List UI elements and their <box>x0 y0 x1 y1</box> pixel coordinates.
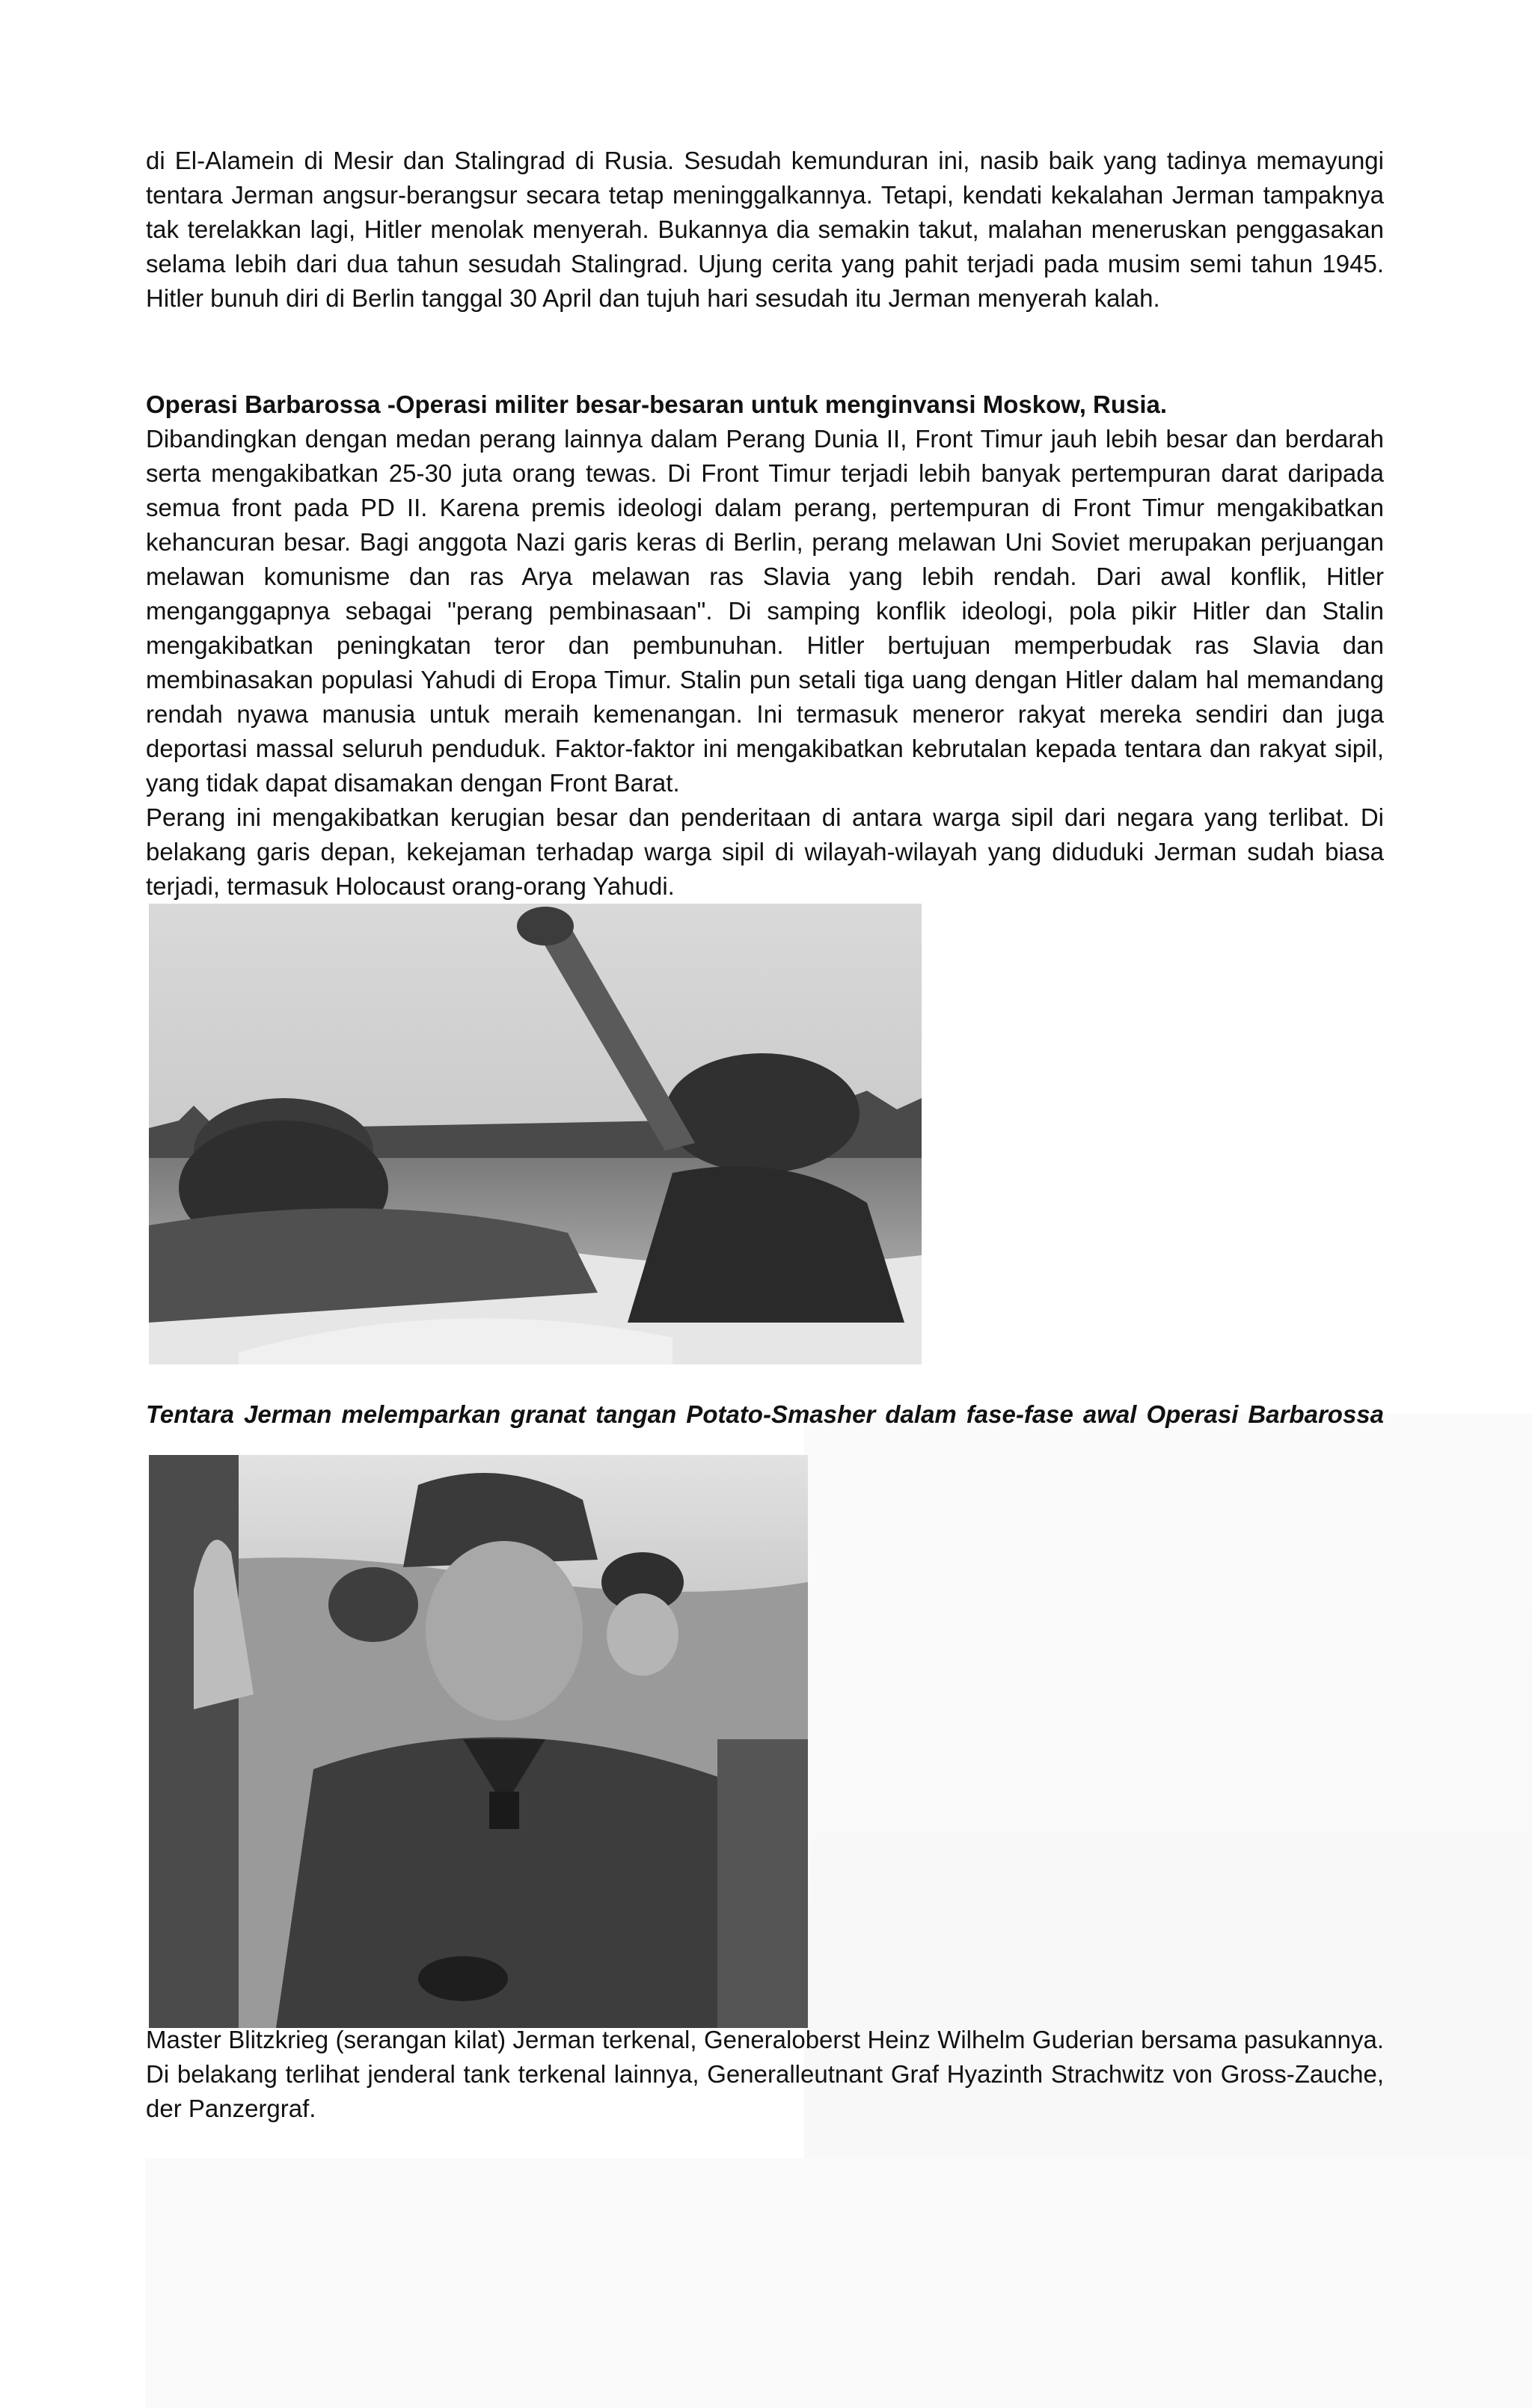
caption-photo2-block <box>146 2023 1384 2126</box>
photo-guderian <box>149 1455 808 2028</box>
caption-photo2: Master Blitzkrieg (serangan kilat) Jerman terkenal, Generaloberst Heinz Wilhelm Guderian bersama pasukannya. Di belakang terlihat jenderal tank terkenal lainnya, Generalleutnant Graf Hyazinth Strachwitz von Gross-Zauche, der Panzergraf. <box>146 2026 1384 2122</box>
photo-soldiers-grenade <box>149 904 922 1364</box>
photo-soldiers-grenade-image <box>149 904 922 1364</box>
paragraph-front: Dibandingkan dengan medan perang lainnya dalam Perang Dunia II, Front Timur jauh lebih besar dan berdarah serta mengakibatkan 25-30 juta orang tewas. Di Front Timur terjadi lebih banyak pertempuran darat daripada semua front pada PD II. Karena premis ideologi dalam perang, pertempuran di Front Timur mengakibatkan kehancuran besar. Bagi anggota Nazi garis keras di Berlin, perang melawan Uni Soviet merupakan perjuangan melawan komunisme dan ras Arya melawan ras Slavia yang lebih rendah. Dari awal konflik, Hitler menganggapnya sebagai "perang pembinasaan". Di samping konflik ideologi, pola pikir Hitler dan Stalin mengakibatkan peningkatan teror dan pembunuhan. Hitler bertujuan memperbudak ras Slavia dan membinasakan populasi Yahudi di Eropa Timur. Stalin pun setali tiga uang dengan Hitler dalam hal memandang rendah nyawa manusia untuk meraih kemenangan. Ini termasuk meneror rakyat mereka sendiri dan juga deportasi massal seluruh penduduk. Faktor-faktor ini mengakibatkan kebrutalan kepada tentara dan rakyat sipil, yang tidak dapat disamakan dengan Front Barat. <box>146 425 1384 797</box>
photo-guderian-image <box>149 1455 808 2028</box>
caption-photo1-block <box>146 1397 1384 1432</box>
section-block <box>146 387 1384 904</box>
page-shading-bottom <box>146 2158 1532 2408</box>
caption-photo1: Tentara Jerman melemparkan granat tangan Potato-Smasher dalam fase-fase awal Operasi Barbarossa <box>146 1400 1384 1428</box>
paragraph-intro: di El-Alamein di Mesir dan Stalingrad di Rusia. Sesudah kemunduran ini, nasib baik yang tadinya memayungi tentara Jerman angsur-berangsur secara tetap meninggalkannya. Tetapi, kendati kekalahan Jerman tampaknya tak terelakkan lagi, Hitler menolak menyerah. Bukannya dia semakin takut, malahan meneruskan penggasakan selama lebih dari dua tahun sesudah Stalingrad. Ujung cerita yang pahit terjadi pada musim semi tahun 1945. Hitler bunuh diri di Berlin tanggal 30 April dan tujuh hari sesudah itu Jerman menyerah kalah. <box>146 147 1384 312</box>
paragraph-civilians: Perang ini mengakibatkan kerugian besar dan penderitaan di antara warga sipil dari negara yang terlibat. Di belakang garis depan, kekejaman terhadap warga sipil di wilayah-wilayah yang diduduki Jerman sudah biasa terjadi, termasuk Holocaust orang-orang Yahudi. <box>146 803 1384 900</box>
intro-block <box>146 144 1384 316</box>
section-heading: Operasi Barbarossa -Operasi militer besar-besaran untuk menginvansi Moskow, Rusia. <box>146 390 1168 418</box>
